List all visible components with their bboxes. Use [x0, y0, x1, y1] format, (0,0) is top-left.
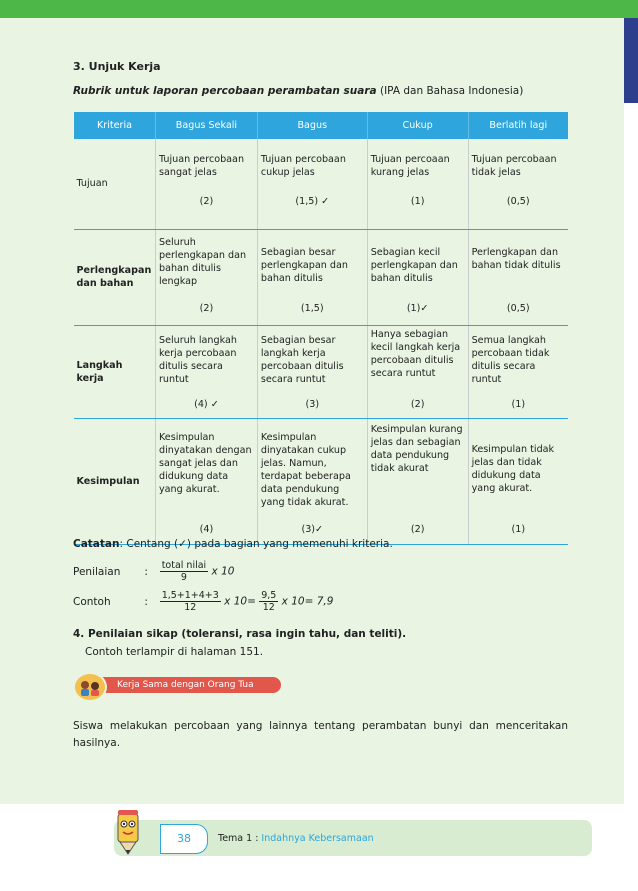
- cell-description: Kesimpulan kurang jelas dan sebagian data pendukung tidak akurat: [370, 423, 463, 474]
- cell-score: (2): [410, 398, 425, 410]
- cell-score: (2): [199, 302, 214, 314]
- contoh-fraction-2: [259, 590, 278, 613]
- page-number: 38: [160, 824, 208, 854]
- badge-label: Kerja Sama dengan Orang Tua: [93, 677, 281, 693]
- rubric-cell: [257, 139, 367, 229]
- cell-description: Perlengkapan dan bahan tidak ditulis: [471, 246, 561, 271]
- section-3: [73, 60, 568, 97]
- cell-description: Tujuan percobaan sangat jelas: [158, 154, 245, 178]
- cell-score: (4): [199, 523, 214, 535]
- cell-score: (1,5) ✓: [295, 196, 330, 207]
- rubric-cell: [257, 229, 367, 325]
- header-bagus-sekali: Bagus Sekali: [155, 112, 257, 139]
- rubric-cell: [468, 139, 568, 229]
- contoh-denominator-2: 12: [262, 602, 275, 613]
- contoh-denominator: 12: [184, 602, 197, 613]
- section-title: 3. Unjuk Kerja: [73, 60, 161, 73]
- section-4-text: Contoh terlampir di halaman 151.: [85, 646, 264, 658]
- rubric-cell: [468, 325, 568, 418]
- criteria-cell: Tujuan: [74, 139, 156, 229]
- penilaian-numerator: total nilai: [161, 560, 207, 571]
- rubric-cell: [468, 229, 568, 325]
- criteria-cell: Kesimpulan: [74, 418, 156, 544]
- header-bagus: Bagus: [257, 112, 367, 139]
- cell-score: (2): [410, 523, 425, 535]
- rubric-cell: [155, 229, 257, 325]
- table-row: [74, 229, 569, 325]
- rubric-cell: [155, 325, 257, 418]
- contoh-formula: [73, 590, 333, 613]
- header-kriteria: Kriteria: [74, 112, 156, 139]
- activity-badge: [73, 672, 283, 698]
- cell-score: (1): [511, 523, 526, 535]
- rubric-cell: [367, 229, 468, 325]
- cell-score: (0,5): [506, 302, 530, 314]
- table-row: [74, 325, 569, 418]
- cell-description: Kesimpulan dinyatakan dengan sangat jelas dan didukung data yang akurat.: [158, 431, 252, 495]
- rubric-table: [73, 112, 568, 545]
- cell-description: Hanya sebagian kecil langkah kerja percobaan ditulis secara runtut: [370, 328, 461, 379]
- contoh-numerator-2: 9,5: [261, 590, 277, 601]
- section-4: [73, 628, 406, 658]
- penilaian-colon: :: [144, 565, 148, 578]
- contoh-suffix: x 10= 7,9: [281, 595, 334, 608]
- rubric-cell: [257, 325, 367, 418]
- cell-description: Kesimpulan tidak jelas dan tidak didukung data yang akurat.: [471, 443, 555, 494]
- rubric-cell: [468, 418, 568, 544]
- cell-score: (1): [511, 398, 526, 410]
- note: [73, 538, 393, 550]
- rubric-cell: [155, 139, 257, 229]
- table-row: [74, 418, 569, 544]
- cell-score: (1,5): [300, 302, 324, 314]
- section-4-title: 4. Penilaian sikap (toleransi, rasa ingin tahu, dan teliti).: [73, 628, 407, 640]
- cell-description: Tujuan percobaan cukup jelas: [260, 154, 346, 178]
- footer-theme-prefix: Tema 1 :: [218, 833, 262, 844]
- rubric-cell: [155, 418, 257, 544]
- cell-description: Seluruh perlengkapan dan bahan ditulis lengkap: [158, 236, 247, 287]
- header-cukup: Cukup: [367, 112, 468, 139]
- penilaian-suffix: x 10: [211, 565, 235, 578]
- chapter-side-tab: [624, 18, 638, 103]
- contoh-label: Contoh: [73, 595, 111, 608]
- cell-description: Kesimpulan dinyatakan cukup jelas. Namun, terdapat beberapa data pendukung yang tidak akurat.: [260, 431, 351, 508]
- rubric-subtitle-rest: (IPA dan Bahasa Indonesia): [376, 85, 524, 97]
- rubric-cell: [367, 418, 468, 544]
- cell-description: Sebagian besar perlengkapan dan bahan ditulis: [260, 246, 348, 284]
- rubric-cell: [257, 418, 367, 544]
- cell-score: (3): [305, 398, 320, 410]
- cell-description: Tujuan percoaan kurang jelas: [370, 154, 450, 178]
- cell-description: Tujuan percobaan tidak jelas: [471, 154, 557, 178]
- criteria-cell: Langkah kerja: [74, 325, 156, 418]
- pencil-mascot-icon: [108, 808, 148, 858]
- contoh-colon: :: [144, 595, 148, 608]
- cell-description: Seluruh langkah kerja percobaan ditulis secara runtut: [158, 334, 237, 385]
- table-header-row: [74, 112, 569, 139]
- penilaian-formula: [73, 560, 234, 583]
- top-color-bar: [0, 0, 638, 18]
- cell-score: (0,5): [506, 196, 530, 207]
- footer-theme: [218, 833, 374, 844]
- note-label: Catatan: [73, 538, 120, 550]
- penilaian-fraction: [160, 560, 209, 583]
- family-illustration-icon: [73, 672, 107, 702]
- rubric-subtitle-bold: Rubrik untuk laporan percobaan perambatan suara: [73, 85, 377, 97]
- cell-score: (2): [199, 196, 214, 207]
- note-text: : Centang (✓) pada bagian yang memenuhi kriteria.: [119, 538, 393, 550]
- cell-score: (4) ✓: [194, 398, 219, 410]
- rubric-cell: [367, 139, 468, 229]
- cell-description: Semua langkah percobaan tidak ditulis secara runtut: [471, 334, 550, 385]
- contoh-middle: x 10=: [224, 595, 256, 608]
- footer-theme-name: Indahnya Kebersamaan: [261, 833, 374, 844]
- table-row: [74, 139, 569, 229]
- cell-score: (3)✓: [301, 523, 324, 535]
- contoh-fraction: [160, 590, 221, 613]
- rubric-cell: [367, 325, 468, 418]
- cell-score: (1): [410, 196, 425, 207]
- criteria-cell: Perlengkapan dan bahan: [74, 229, 156, 325]
- rubric-subtitle: [73, 85, 568, 97]
- cell-description: Sebagian kecil perlengkapan dan bahan ditulis: [370, 246, 458, 284]
- penilaian-denominator: 9: [180, 572, 187, 583]
- task-text: Siswa melakukan percobaan yang lainnya tentang perambatan bunyi dan menceritakan hasilnya.: [73, 720, 568, 749]
- penilaian-label: Penilaian: [73, 565, 121, 578]
- cell-description: Sebagian besar langkah kerja percobaan ditulis secara runtut: [260, 334, 344, 385]
- contoh-numerator: 1,5+1+4+3: [161, 590, 219, 601]
- header-berlatih-lagi: Berlatih lagi: [468, 112, 568, 139]
- cell-score: (1)✓: [406, 302, 429, 314]
